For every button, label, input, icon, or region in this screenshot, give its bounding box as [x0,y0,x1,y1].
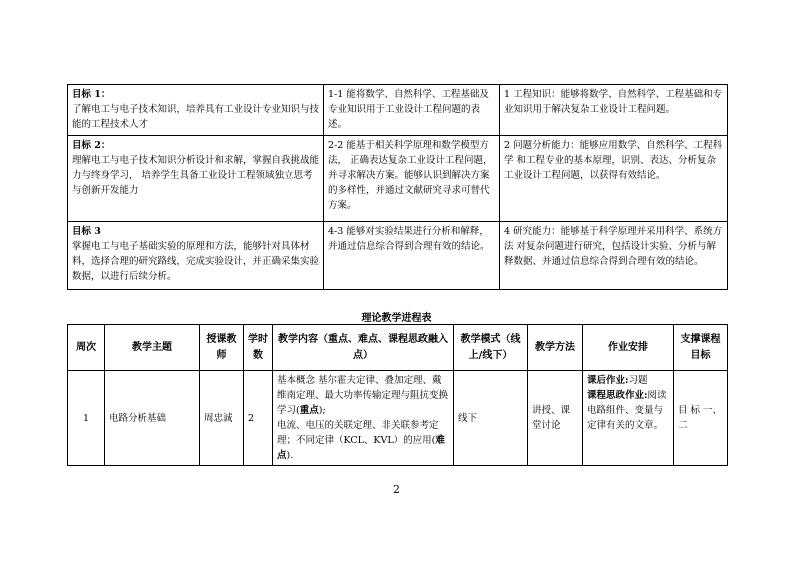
header-homework: 作业安排 [583,325,674,371]
cell-topic: 电路分析基础 [105,371,200,466]
goal-cell [68,136,324,222]
indicator-cell: 1-1 能将数学、自然科学、工程基础及专业知识用于工业设计工程问题的表述。 [324,85,500,136]
content-text-2: 电流、电压的关联定理、非关联参考定理；不同定律（KCL、KVL）的应用( [277,420,439,446]
cell-method: 讲授、课堂讨论 [528,371,583,466]
goal-text: 掌握电工与电子基础实验的原理和方法，能够针对具体材料，选择合理的研究路线，完成实验设计，并正确采集实验数据，以进行后续分析。 [72,241,320,282]
homework-label: 课后作业: [587,375,629,386]
content-text-1-end: ); [318,405,326,416]
cell-support: 目 标 一、二 [674,371,728,466]
content-text-1: 基本概念 基尔霍夫定律、叠加定理、戴维南定理、最大功率传输定理与阻抗变换学习( [277,375,449,416]
cell-week: 1 [68,371,105,466]
header-hours: 学时数 [244,325,273,371]
indicator-cell: 4-3 能够对实验结果进行分析和解释，并通过信息综合得到合理有效的结论。 [324,222,500,290]
indicator-cell: 2-2 能基于相关科学原理和数学模型方法， 正确表达复杂工业设计工程问题，并寻求解决方案。能够认识到解决方案的多样性，并通过文献研究寻求可替代方案。 [324,136,500,222]
header-method: 教学方法 [528,325,583,371]
objective-row [68,222,728,290]
goal-title: 目标 3 [72,226,101,237]
cell-hours: 2 [244,371,273,466]
goal-title: 目标 2： [72,140,111,151]
schedule-row [68,371,728,466]
header-mode: 教学模式（线上/线下） [454,325,528,371]
goal-cell [68,222,324,290]
content-text-2-end: ). [286,450,294,461]
homework-text: 习题 [628,375,648,386]
cell-mode: 线下 [454,371,528,466]
requirement-cell: 1 工程知识：能够将数学、自然科学、工程基础和专业知识用于解决复杂工业设计工程问题。 [500,85,728,136]
goal-text: 理解电工与电子技术知识分析设计和求解，掌握自我挑战能力与终身学习， 培养学生具备工业设计工程领域独立思考与创新开发能力 [72,155,320,196]
goal-text: 了解电工与电子技术知识，培养具有工业设计专业知识与技能的工程技术人才 [72,104,320,130]
objective-row [68,85,728,136]
page-number: 2 [393,483,400,496]
schedule-table [67,324,728,466]
cell-teacher: 周忠诚 [200,371,244,466]
ideology-homework-text: 阅读电路组件、变量与定律有关的文章。 [587,390,667,431]
requirement-cell: 2 问题分析能力：能够应用数学、自然科学、工程科学 和工程专业的基本原理，识别、表达、分析复杂工业设计工程问题，以获得有效结论。 [500,136,728,222]
schedule-header-row [68,325,728,371]
header-topic: 教学主题 [105,325,200,371]
goal-title: 目标 1： [72,89,111,100]
schedule-title: 理论教学进程表 [361,313,432,324]
requirement-cell: 4 研究能力：能够基于科学原理并采用科学、系统方法 对复杂问题进行研究，包括设计实验、分析与解释数据、并通过信息综合得到合理有效的结论。 [500,222,728,290]
header-content: 教学内容（重点、难点、课程思政融入点） [273,325,454,371]
content-difficult-point: 难点 [277,435,445,461]
ideology-homework-label: 课程思政作业: [587,390,648,401]
header-support: 支撑课程目标 [674,325,728,371]
objective-row [68,136,728,222]
content-key-point: 重点 [299,405,319,416]
goal-cell [68,85,324,136]
cell-content [273,371,454,466]
header-week: 周次 [68,325,105,371]
header-teacher: 授课教师 [200,325,244,371]
objectives-table [67,84,728,290]
cell-homework [583,371,674,466]
